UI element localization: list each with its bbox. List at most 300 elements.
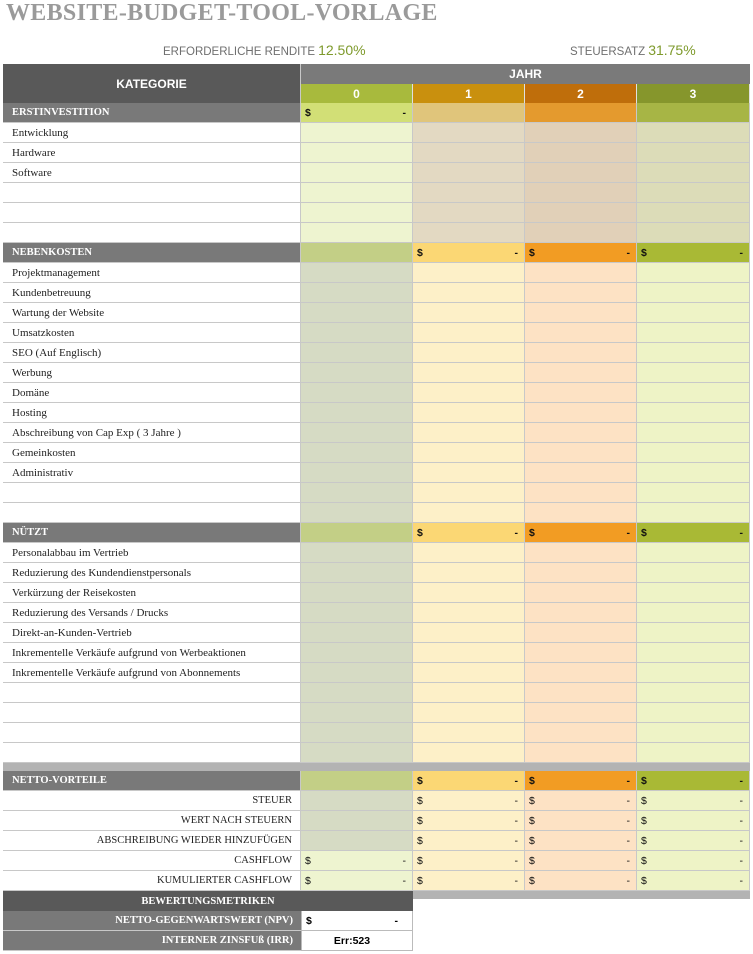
nebenkosten-item-row	[3, 363, 750, 383]
item-label: Reduzierung des Versands / Drucks	[3, 603, 301, 623]
y3-cell[interactable]	[637, 143, 750, 163]
y0-cell[interactable]	[301, 163, 413, 183]
y1-cell[interactable]	[413, 183, 525, 203]
metrics-title: BEWERTUNGSMETRIKEN	[3, 891, 413, 911]
section-header-netto	[3, 771, 750, 791]
erst-item-row	[3, 143, 750, 163]
y3-cell[interactable]	[637, 463, 750, 483]
y1-cell[interactable]	[413, 163, 525, 183]
y0-cell[interactable]	[301, 223, 413, 243]
y2-cell[interactable]	[525, 383, 637, 403]
cell-value: -	[739, 794, 743, 807]
y3-cell[interactable]	[637, 851, 750, 871]
y2-cell[interactable]	[525, 183, 637, 203]
y2-cell[interactable]	[525, 483, 637, 503]
dollar-sign: $	[417, 834, 423, 847]
dollar-sign: $	[529, 834, 535, 847]
y1-cell[interactable]	[413, 603, 525, 623]
dollar-sign: $	[641, 874, 647, 887]
item-label	[3, 483, 301, 503]
budget-grid	[3, 64, 750, 899]
y3-cell[interactable]	[637, 723, 750, 743]
y0-cell[interactable]	[301, 443, 413, 463]
dollar-sign: $	[417, 874, 423, 887]
y3-cell[interactable]	[637, 123, 750, 143]
y1-cell[interactable]	[413, 663, 525, 683]
y2-cell[interactable]	[525, 303, 637, 323]
dollar-sign: $	[305, 874, 311, 887]
header-jahr: JAHR	[301, 64, 750, 84]
item-label: SEO (Auf Englisch)	[3, 343, 301, 363]
dollar-sign: $	[417, 814, 423, 827]
y2-cell[interactable]	[525, 851, 637, 871]
item-label: Personalabbau im Vertrieb	[3, 543, 301, 563]
y1-cell[interactable]	[413, 463, 525, 483]
nutzt-item-row	[3, 703, 750, 723]
item-label: Direkt-an-Kunden-Vertrieb	[3, 623, 301, 643]
dollar-sign: $	[305, 854, 311, 867]
y1-cell[interactable]	[413, 363, 525, 383]
cell-value: -	[514, 246, 518, 259]
y0-cell[interactable]	[301, 703, 413, 723]
netto-row	[3, 831, 750, 851]
item-label: Projektmanagement	[3, 263, 301, 283]
y3-cell[interactable]	[637, 811, 750, 831]
y0-cell[interactable]	[301, 503, 413, 523]
y3-cell[interactable]	[637, 871, 750, 891]
y1-cell[interactable]	[413, 831, 525, 851]
y1-cell[interactable]	[413, 263, 525, 283]
y3-cell[interactable]	[637, 163, 750, 183]
item-label: Werbung	[3, 363, 301, 383]
dollar-sign: $	[417, 854, 423, 867]
y3-cell[interactable]	[637, 403, 750, 423]
cell-value: -	[514, 794, 518, 807]
erst-item-row	[3, 163, 750, 183]
section-label: ERSTINVESTITION	[3, 103, 301, 123]
nutzt-item-row	[3, 623, 750, 643]
y3-cell[interactable]	[637, 703, 750, 723]
y1-cell[interactable]	[413, 423, 525, 443]
y0-cell[interactable]	[301, 791, 413, 811]
y0-cell[interactable]	[301, 143, 413, 163]
y1-cell[interactable]	[413, 383, 525, 403]
y0-cell[interactable]	[301, 183, 413, 203]
y0-cell[interactable]	[301, 831, 413, 851]
y2-cell[interactable]	[525, 683, 637, 703]
y0-cell[interactable]	[301, 123, 413, 143]
item-label: Umsatzkosten	[3, 323, 301, 343]
header-year-2: 2	[525, 84, 637, 103]
section-header-erstinvestition	[3, 103, 750, 123]
erst-item-row	[3, 123, 750, 143]
item-label: Inkrementelle Verkäufe aufgrund von Abonnements	[3, 663, 301, 683]
dollar-sign: $	[417, 526, 423, 539]
y1-cell[interactable]	[413, 683, 525, 703]
dollar-sign: $	[417, 794, 423, 807]
y2-cell[interactable]	[525, 323, 637, 343]
y3-cell[interactable]	[637, 223, 750, 243]
y0-cell[interactable]	[301, 603, 413, 623]
y3-cell[interactable]	[637, 323, 750, 343]
y2-cell[interactable]	[525, 463, 637, 483]
y1-cell[interactable]	[413, 303, 525, 323]
sec-y1[interactable]	[413, 523, 525, 543]
y3-cell[interactable]	[637, 663, 750, 683]
nebenkosten-item-row	[3, 503, 750, 523]
y2-cell[interactable]	[525, 203, 637, 223]
y2-cell[interactable]	[525, 503, 637, 523]
y2-cell[interactable]	[525, 223, 637, 243]
sec-y0[interactable]	[301, 523, 413, 543]
cell-value: -	[402, 106, 406, 119]
y3-cell[interactable]	[637, 743, 750, 763]
npv-value-cell[interactable]	[301, 911, 413, 931]
y2-cell[interactable]	[525, 583, 637, 603]
nebenkosten-item-row	[3, 483, 750, 503]
y2-cell[interactable]	[525, 363, 637, 383]
cell-value: -	[739, 854, 743, 867]
sec-y1[interactable]	[413, 771, 525, 791]
sec-y2[interactable]	[525, 523, 637, 543]
y1-cell[interactable]	[413, 123, 525, 143]
erst-item-row	[3, 223, 750, 243]
nutzt-item-row	[3, 723, 750, 743]
table-body	[3, 103, 750, 899]
cell-value: -	[514, 526, 518, 539]
dollar-sign: $	[305, 106, 311, 119]
sec-y1[interactable]	[413, 243, 525, 263]
y0-cell[interactable]	[301, 363, 413, 383]
cell-value: -	[739, 874, 743, 887]
y1-cell[interactable]	[413, 643, 525, 663]
y1-cell[interactable]	[413, 811, 525, 831]
y2-cell[interactable]	[525, 403, 637, 423]
y1-cell[interactable]	[413, 323, 525, 343]
y2-cell[interactable]	[525, 163, 637, 183]
cell-value: -	[739, 526, 743, 539]
y0-cell[interactable]	[301, 483, 413, 503]
npv-value: -	[394, 914, 398, 927]
y1-cell[interactable]	[413, 203, 525, 223]
dollar-sign: $	[529, 854, 535, 867]
header-kategorie: KATEGORIE	[3, 64, 301, 103]
y3-cell[interactable]	[637, 623, 750, 643]
table-header	[3, 64, 750, 103]
y2-cell[interactable]	[525, 643, 637, 663]
cell-value: -	[626, 246, 630, 259]
cell-value: -	[626, 874, 630, 887]
item-label: Hardware	[3, 143, 301, 163]
irr-value[interactable]: Err:523	[301, 931, 413, 951]
y1-cell[interactable]	[413, 283, 525, 303]
sec-y0[interactable]	[301, 771, 413, 791]
dollar-sign: $	[529, 874, 535, 887]
sec-y3[interactable]	[637, 243, 750, 263]
y2-cell[interactable]	[525, 831, 637, 851]
dollar-sign: $	[529, 526, 535, 539]
nebenkosten-item-row	[3, 283, 750, 303]
y1-cell[interactable]	[413, 871, 525, 891]
y0-cell[interactable]	[301, 851, 413, 871]
irr-row	[3, 931, 413, 951]
cell-value: -	[514, 854, 518, 867]
y3-cell[interactable]	[637, 443, 750, 463]
y0-cell[interactable]	[301, 563, 413, 583]
dollar-sign: $	[417, 774, 423, 787]
netto-label: KUMULIERTER CASHFLOW	[3, 871, 301, 891]
header-year-0: 0	[301, 84, 413, 103]
nutzt-item-row	[3, 663, 750, 683]
y0-cell[interactable]	[301, 663, 413, 683]
y0-cell[interactable]	[301, 263, 413, 283]
y0-cell[interactable]	[301, 303, 413, 323]
cell-value: -	[739, 834, 743, 847]
y2-cell[interactable]	[525, 723, 637, 743]
netto-row	[3, 811, 750, 831]
dollar-sign: $	[641, 814, 647, 827]
y0-cell[interactable]	[301, 643, 413, 663]
nutzt-item-row	[3, 683, 750, 703]
netto-label: CASHFLOW	[3, 851, 301, 871]
y2-cell[interactable]	[525, 791, 637, 811]
y3-cell[interactable]	[637, 283, 750, 303]
irr-label: INTERNER ZINSFUß (IRR)	[3, 931, 301, 951]
y1-cell[interactable]	[413, 623, 525, 643]
nebenkosten-item-row	[3, 383, 750, 403]
y3-cell[interactable]	[637, 791, 750, 811]
sec-y3[interactable]	[637, 523, 750, 543]
y3-cell[interactable]	[637, 503, 750, 523]
erst-total-y2[interactable]	[525, 103, 637, 123]
netto-label: STEUER	[3, 791, 301, 811]
erst-total-y1[interactable]	[413, 103, 525, 123]
header-year-3: 3	[637, 84, 750, 103]
tax-rate-value[interactable]: 31.75%	[648, 42, 696, 58]
y3-cell[interactable]	[637, 363, 750, 383]
dollar-sign: $	[529, 794, 535, 807]
nutzt-item-row	[3, 603, 750, 623]
y0-cell[interactable]	[301, 743, 413, 763]
y3-cell[interactable]	[637, 603, 750, 623]
section-header-nutzt	[3, 523, 750, 543]
y1-cell[interactable]	[413, 583, 525, 603]
required-return-value[interactable]: 12.50%	[318, 42, 366, 58]
section-label: NETTO-VORTEILE	[3, 771, 301, 791]
item-label	[3, 703, 301, 723]
dollar-sign: $	[641, 774, 647, 787]
y3-cell[interactable]	[637, 423, 750, 443]
y1-cell[interactable]	[413, 743, 525, 763]
y0-cell[interactable]	[301, 871, 413, 891]
item-label: Software	[3, 163, 301, 183]
cell-value: -	[626, 834, 630, 847]
nebenkosten-item-row	[3, 463, 750, 483]
y3-cell[interactable]	[637, 643, 750, 663]
cell-value: -	[626, 774, 630, 787]
y2-cell[interactable]	[525, 143, 637, 163]
nutzt-item-row	[3, 583, 750, 603]
nutzt-item-row	[3, 543, 750, 563]
item-label	[3, 183, 301, 203]
item-label: Reduzierung des Kundendienstpersonals	[3, 563, 301, 583]
y3-cell[interactable]	[637, 263, 750, 283]
item-label: Entwicklung	[3, 123, 301, 143]
y0-cell[interactable]	[301, 623, 413, 643]
item-label: Administrativ	[3, 463, 301, 483]
dollar-sign: $	[529, 246, 535, 259]
y1-cell[interactable]	[413, 723, 525, 743]
y3-cell[interactable]	[637, 383, 750, 403]
cell-value: -	[626, 854, 630, 867]
y2-cell[interactable]	[525, 871, 637, 891]
sec-y2[interactable]	[525, 243, 637, 263]
cell-value: -	[514, 874, 518, 887]
y1-cell[interactable]	[413, 343, 525, 363]
sec-y2[interactable]	[525, 771, 637, 791]
netto-row	[3, 791, 750, 811]
y2-cell[interactable]	[525, 123, 637, 143]
y1-cell[interactable]	[413, 563, 525, 583]
item-label	[3, 203, 301, 223]
required-return	[163, 42, 366, 58]
y3-cell[interactable]	[637, 203, 750, 223]
y0-cell[interactable]	[301, 203, 413, 223]
y3-cell[interactable]	[637, 683, 750, 703]
tax-rate-label: STEUERSATZ	[570, 46, 646, 58]
y0-cell[interactable]	[301, 343, 413, 363]
nebenkosten-item-row	[3, 263, 750, 283]
dollar-sign: $	[641, 246, 647, 259]
item-label: Abschreibung von Cap Exp ( 3 Jahre )	[3, 423, 301, 443]
y3-cell[interactable]	[637, 543, 750, 563]
nebenkosten-item-row	[3, 443, 750, 463]
netto-label: ABSCHREIBUNG WIEDER HINZUFÜGEN	[3, 831, 301, 851]
y3-cell[interactable]	[637, 483, 750, 503]
y0-cell[interactable]	[301, 383, 413, 403]
y2-cell[interactable]	[525, 623, 637, 643]
y0-cell[interactable]	[301, 583, 413, 603]
item-label: Inkrementelle Verkäufe aufgrund von Werbeaktionen	[3, 643, 301, 663]
cell-value: -	[514, 814, 518, 827]
y0-cell[interactable]	[301, 683, 413, 703]
y3-cell[interactable]	[637, 303, 750, 323]
sec-y0[interactable]	[301, 243, 413, 263]
item-label	[3, 743, 301, 763]
y3-cell[interactable]	[637, 583, 750, 603]
y1-cell[interactable]	[413, 703, 525, 723]
y0-cell[interactable]	[301, 811, 413, 831]
item-label	[3, 723, 301, 743]
item-label	[3, 503, 301, 523]
y0-cell[interactable]	[301, 283, 413, 303]
nebenkosten-item-row	[3, 343, 750, 363]
netto-row	[3, 851, 750, 871]
cell-value: -	[402, 874, 406, 887]
npv-row	[3, 911, 413, 931]
y2-cell[interactable]	[525, 603, 637, 623]
y2-cell[interactable]	[525, 663, 637, 683]
required-return-label: ERFORDERLICHE RENDITE	[163, 46, 316, 58]
nutzt-item-row	[3, 563, 750, 583]
y2-cell[interactable]	[525, 811, 637, 831]
y2-cell[interactable]	[525, 443, 637, 463]
npv-label: NETTO-GEGENWARTSWERT (NPV)	[3, 911, 301, 931]
nutzt-item-row	[3, 743, 750, 763]
y1-cell[interactable]	[413, 543, 525, 563]
y2-cell[interactable]	[525, 423, 637, 443]
y1-cell[interactable]	[413, 443, 525, 463]
y2-cell[interactable]	[525, 263, 637, 283]
nebenkosten-item-row	[3, 323, 750, 343]
y3-cell[interactable]	[637, 343, 750, 363]
section-divider	[3, 763, 750, 771]
cell-value: -	[739, 814, 743, 827]
dollar-sign: $	[641, 834, 647, 847]
cell-value: -	[402, 854, 406, 867]
cell-value: -	[514, 834, 518, 847]
y2-cell[interactable]	[525, 343, 637, 363]
netto-row	[3, 871, 750, 891]
y0-cell[interactable]	[301, 463, 413, 483]
y0-cell[interactable]	[301, 403, 413, 423]
sec-y3[interactable]	[637, 771, 750, 791]
y2-cell[interactable]	[525, 703, 637, 723]
y1-cell[interactable]	[413, 791, 525, 811]
cell-value: -	[739, 774, 743, 787]
y1-cell[interactable]	[413, 503, 525, 523]
cell-value: -	[626, 526, 630, 539]
cell-value: -	[739, 246, 743, 259]
nutzt-item-row	[3, 643, 750, 663]
y0-cell[interactable]	[301, 543, 413, 563]
item-label: Hosting	[3, 403, 301, 423]
section-label: NEBENKOSTEN	[3, 243, 301, 263]
y3-cell[interactable]	[637, 183, 750, 203]
y2-cell[interactable]	[525, 543, 637, 563]
dollar-sign: $	[641, 526, 647, 539]
erst-item-row	[3, 183, 750, 203]
y0-cell[interactable]	[301, 423, 413, 443]
y1-cell[interactable]	[413, 403, 525, 423]
y2-cell[interactable]	[525, 283, 637, 303]
y2-cell[interactable]	[525, 743, 637, 763]
item-label: Verkürzung der Reisekosten	[3, 583, 301, 603]
y1-cell[interactable]	[413, 483, 525, 503]
item-label: Kundenbetreuung	[3, 283, 301, 303]
section-header-nebenkosten	[3, 243, 750, 263]
dollar-sign: $	[417, 246, 423, 259]
y1-cell[interactable]	[413, 851, 525, 871]
y1-cell[interactable]	[413, 223, 525, 243]
cell-value: -	[514, 774, 518, 787]
item-label: Gemeinkosten	[3, 443, 301, 463]
y1-cell[interactable]	[413, 143, 525, 163]
page-title: WEBSITE-BUDGET-TOOL-VORLAGE	[6, 0, 438, 26]
erst-total-y0[interactable]	[301, 103, 413, 123]
y0-cell[interactable]	[301, 323, 413, 343]
y3-cell[interactable]	[637, 831, 750, 851]
section-label: NÜTZT	[3, 523, 301, 543]
item-label: Wartung der Website	[3, 303, 301, 323]
dollar-sign: $	[641, 794, 647, 807]
y2-cell[interactable]	[525, 563, 637, 583]
y3-cell[interactable]	[637, 563, 750, 583]
erst-total-y3[interactable]	[637, 103, 750, 123]
cell-value: -	[626, 814, 630, 827]
y0-cell[interactable]	[301, 723, 413, 743]
erst-item-row	[3, 203, 750, 223]
